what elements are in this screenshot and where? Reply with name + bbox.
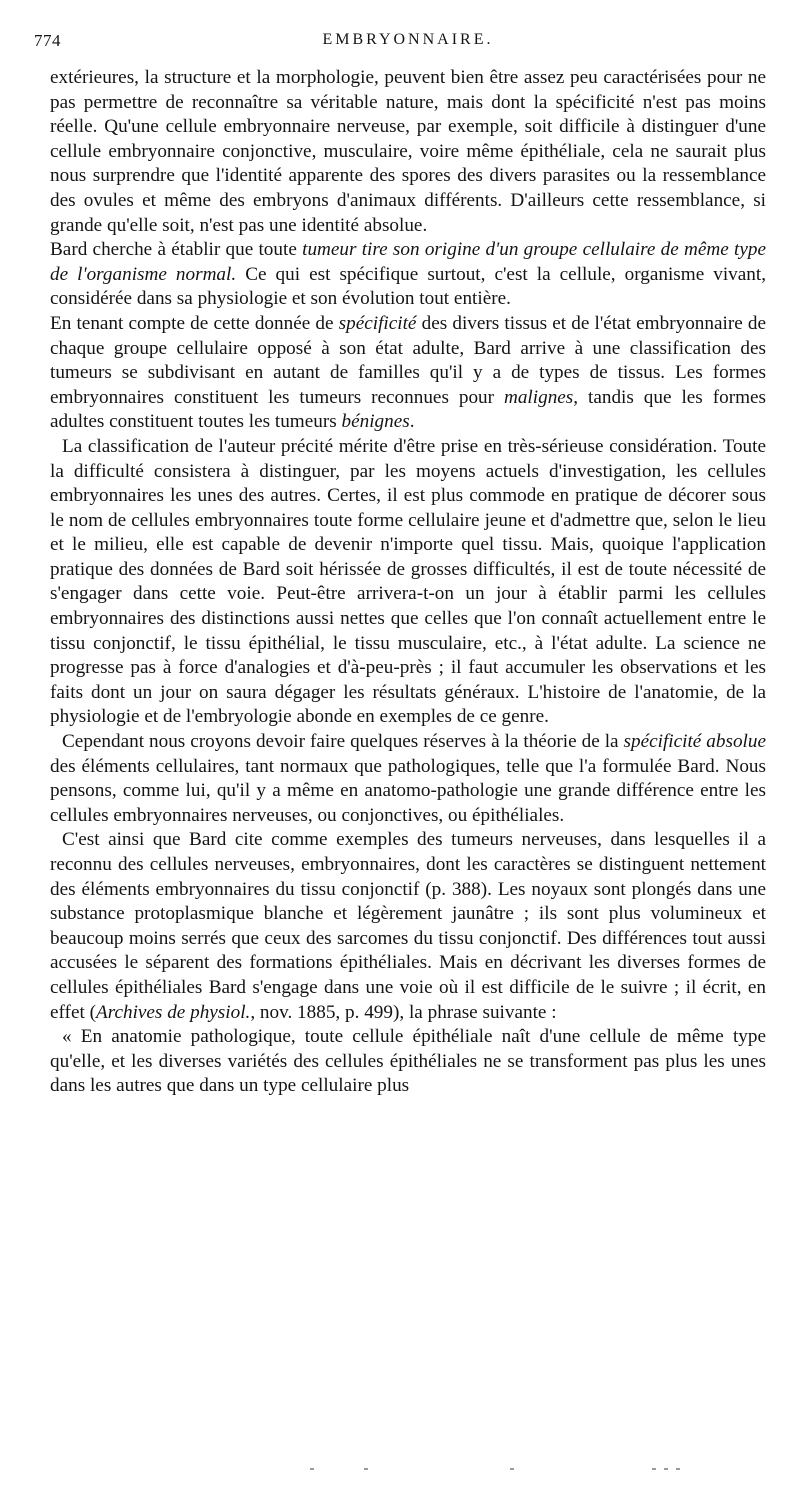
text-run: C'est ainsi que Bard cite comme exemples des tumeurs nerveuses, dans lesquelles il a reconnu des cellules nerveuses, embryonnaires, dont les caractères se distinguent nettement des éléments embryonnaires du tissu conjonctif (p. 388). Les noyaux sont plongés dans une substance protoplasmique blanche et légèrement jaunâtre ; ils sont plus volumineux et beaucoup moins serrés que ceux des sarcomes du tissu conjonctif. Des différences tout aussi accusées le séparent des formations épithéliales. Mais en décrivant les diverses formes de cellules épithéliales Bard s'engage dans une voie où il est difficile de le suivre ; il écrit, en effet ( [50, 829, 766, 1023]
italic-run: tumeur tire son origine d'un groupe cellulaire de même type de l'organisme normal. [50, 239, 766, 285]
book-page [34, 24, 767, 1099]
text-run: La classification de l'auteur précité mérite d'être prise en très-sérieuse considération. Toute la difficulté consistera à distinguer, par les moyens actuels d'investigation, les cellules embryonnaires les unes des autres. Certes, il est plus commode en pratique de décorer sous le nom de cellules embryonnaires toute forme cellulaire jeune et d'admettre que, selon le lieu et le milieu, elle est capable de devenir n'importe quel tissu. Mais, quoique l'application pratique des données de Bard soit hérissée de grosses difficultés, il est de toute nécessité de s'engager dans cette voie. Peut-être arrivera-t-on un jour à établir parmi les cellules embryonnaires des distinctions aussi nettes que celles que l'on connaît actuellement entre le tissu conjonctif, le tissu épithélial, le tissu musculaire, etc., à l'état adulte. La science ne progresse pas à force d'analogies et d'à-peu-près ; il faut accumuler les observations et les faits dont un jour on saura dégager les résultats généraux. L'histoire de l'anatomie, de la physiologie et de l'embryologie abonde en exemples de ce genre. [50, 435, 766, 728]
paragraph [50, 730, 766, 828]
text-run: des divers tissus et de l'état embryonnaire de chaque groupe cellulaire opposé à son état adulte, Bard arrive à une classification des tumeurs se subdivisant en autant de familles qu'il y a de types de tissus. Les formes embryonnaires constituent les tumeurs reconnues pour [50, 312, 766, 408]
paragraph [50, 828, 766, 1025]
page-header [34, 24, 766, 54]
text-run: extérieures, la structure et la morphologie, peuvent bien être assez peu caractérisées pour ne pas permettre de reconnaître sa véritable nature, mais dont la spécificité n'est pas moins réelle. Qu'une cellule embryonnaire nerveuse, par exemple, soit difficile à distinguer d'une cellule embryonnaire conjonctive, musculaire, voire même épithéliale, cela ne saurait plus nous surprendre que l'identité apparente des spores des divers parasites ou la ressemblance des ovules et même des embryons d'animaux différents. D'ailleurs cette ressemblance, si grande qu'elle soit, n'est pas une identité absolue. [50, 67, 766, 236]
paragraph [50, 312, 766, 435]
text-run: En tenant compte de cette donnée de [50, 312, 339, 334]
text-run: des éléments cellulaires, tant normaux que pathologiques, telle que l'a formulée Bard. Nous pensons, comme lui, qu'il y a même en anatomo-pathologie une grande différence entre les cellules embryonnaires nerveuses, ou conjonctives, ou épithéliales. [50, 755, 766, 826]
italic-run: malignes [503, 386, 574, 408]
paragraph [50, 238, 766, 312]
scan-marks [310, 1468, 710, 1474]
italic-run: bénignes [341, 411, 410, 433]
text-run: Ce qui est spécifique surtout, c'est la cellule, organisme vivant, considérée dans sa physiologie et son évolution tout entière. [50, 263, 767, 310]
italic-run: Archives de physiol. [95, 1001, 251, 1023]
paragraph [50, 435, 766, 730]
page-number: 774 [34, 31, 61, 50]
text-run: , nov. 1885, p. 499), la phrase suivante : [250, 1001, 557, 1023]
text-run: Cependant nous croyons devoir faire quelques réserves à la théorie de la [62, 731, 624, 753]
text-run: Bard cherche à établir que toute [50, 239, 303, 261]
italic-run: spécificité absolue [623, 731, 766, 753]
paragraph [50, 66, 766, 238]
running-head: EMBRYONNAIRE. [322, 31, 494, 48]
italic-run: spécificité [338, 312, 417, 334]
paragraph [50, 1025, 766, 1099]
body-text [50, 66, 766, 1099]
text-run: . [409, 411, 415, 433]
text-run: , tandis que les formes adultes constituent toutes les tumeurs [50, 386, 766, 433]
text-run: « En anatomie pathologique, toute cellule épithéliale naît d'une cellule de même type qu'elle, et les diverses variétés des cellules épithéliales ne se transforment pas plus les unes dans les autres que dans un type cellulaire plus [50, 1026, 766, 1097]
